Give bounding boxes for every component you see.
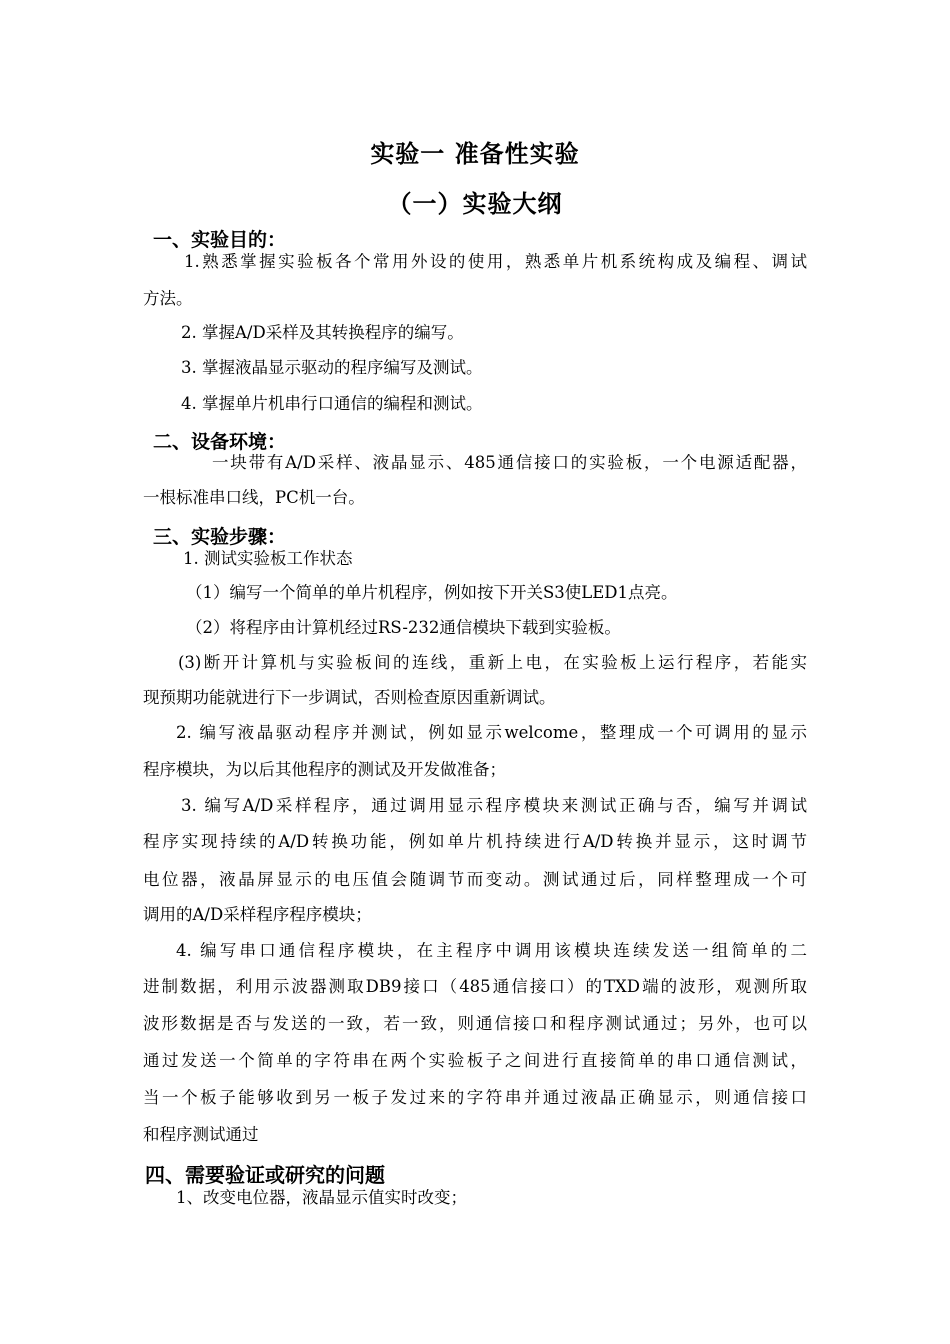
purpose-line: 方法。 (143, 289, 193, 308)
questions-line: 1、改变电位器，液晶显示值实时改变； (176, 1188, 467, 1207)
steps-line: 2. 编写液晶驱动程序并测试，例如显示welcome，整理成一个可调用的显示 (176, 723, 807, 742)
section-heading-steps: 三、实验步骤： (153, 526, 287, 548)
steps-line: （2）将程序由计算机经过RS-232通信模块下载到实验板。 (186, 618, 621, 637)
steps-line: 当一个板子能够收到另一板子发过来的字符串并通过液晶正确显示，则通信接口 (143, 1088, 807, 1107)
steps-line: 1. 测试实验板工作状态 (183, 549, 353, 568)
purpose-line: 4. 掌握单片机串行口通信的编程和测试。 (181, 394, 483, 413)
purpose-line: 2. 掌握A/D采样及其转换程序的编写。 (181, 323, 464, 342)
environment-line: 一根标准串口线，PC机一台。 (143, 488, 365, 507)
steps-line: 现预期功能就进行下一步调试，否则检查原因重新调试。 (143, 688, 556, 707)
steps-line: 波形数据是否与发送的一致，若一致，则通信接口和程序测试通过；另外，也可以 (143, 1014, 807, 1033)
environment-line: 一块带有A/D采样、液晶显示、485通信接口的实验板，一个电源适配器， (212, 453, 807, 472)
section-heading-questions: 四、需要验证或研究的问题 (145, 1163, 385, 1187)
document-title: 实验一 准备性实验 (370, 140, 580, 168)
steps-line: 程序模块，为以后其他程序的测试及开发做准备； (143, 760, 506, 779)
section-heading-environment: 二、设备环境： (153, 431, 287, 453)
purpose-line: 3. 掌握液晶显示驱动的程序编写及测试。 (181, 358, 483, 377)
steps-line: 程序实现持续的A/D转换功能，例如单片机持续进行A/D转换并显示，这时调节 (143, 832, 807, 851)
document-subtitle: （一）实验大纲 (387, 190, 563, 218)
steps-line: (3)断开计算机与实验板间的连线，重新上电，在实验板上运行程序，若能实 (178, 653, 807, 672)
steps-line: （1）编写一个简单的单片机程序，例如按下开关S3使LED1点亮。 (186, 583, 678, 602)
steps-line: 调用的A/D采样程序程序模块； (143, 905, 372, 924)
steps-line: 4. 编写串口通信程序模块，在主程序中调用该模块连续发送一组简单的二 (176, 941, 807, 960)
section-heading-purpose: 一、实验目的： (153, 229, 287, 251)
steps-line: 进制数据，利用示波器测取DB9接口（485通信接口）的TXD端的波形，观测所取 (143, 977, 807, 996)
steps-line: 通过发送一个简单的字符串在两个实验板子之间进行直接简单的串口通信测试， (143, 1051, 807, 1070)
steps-line: 和程序测试通过 (143, 1125, 259, 1144)
steps-line: 3. 编写A/D采样程序，通过调用显示程序模块来测试正确与否，编写并调试 (181, 796, 807, 815)
purpose-line: 1.熟悉掌握实验板各个常用外设的使用，熟悉单片机系统构成及编程、调试 (184, 252, 807, 271)
steps-line: 电位器，液晶屏显示的电压值会随调节而变动。测试通过后，同样整理成一个可 (143, 870, 807, 889)
